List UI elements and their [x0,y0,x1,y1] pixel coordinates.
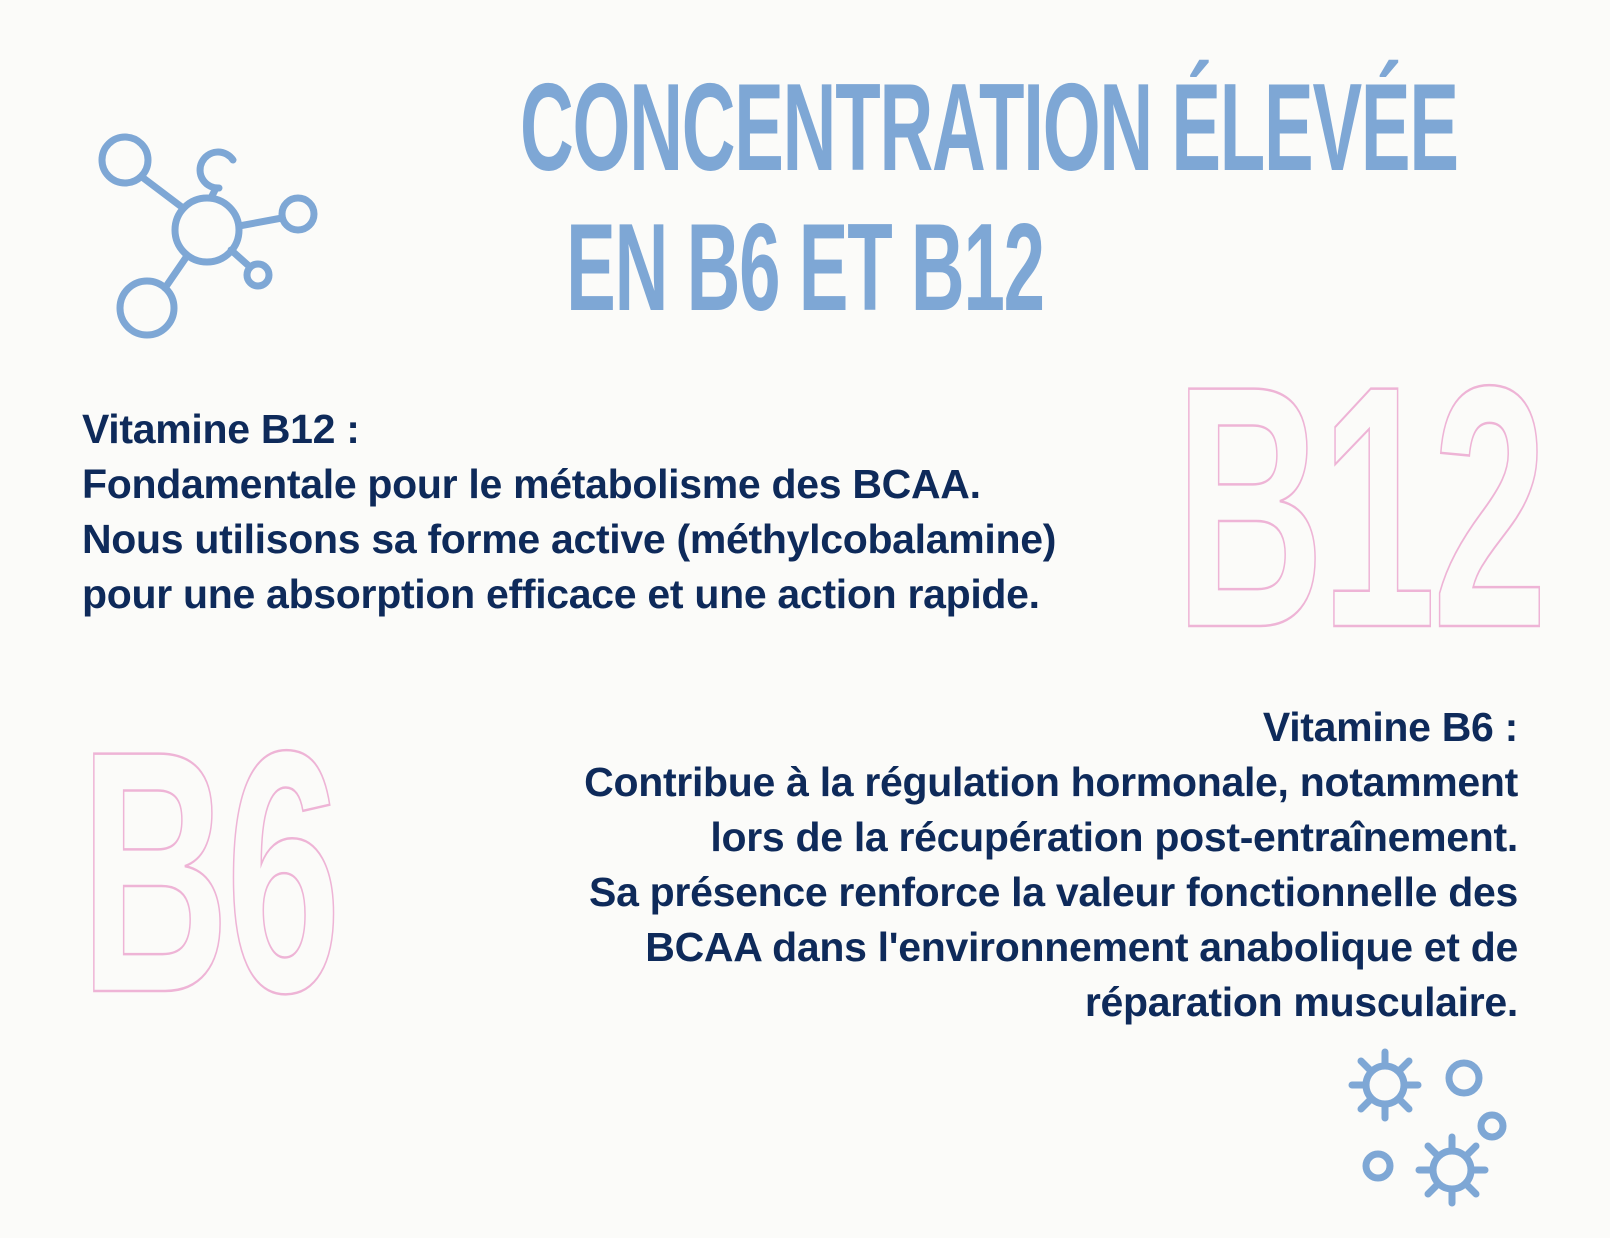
b12-heading: Vitamine B12 : [82,406,360,452]
b12-line: pour une absorption efficace et une action rapide. [82,571,1040,617]
b6-line: lors de la récupération post-entraînement. [710,814,1518,860]
germs-icon [1340,1040,1510,1215]
b12-section [82,402,1192,622]
b6-line: réparation musculaire. [1084,979,1518,1025]
page-title [520,58,1458,338]
b12-outline-label: B12 [1175,315,1544,700]
b6-outline-label: B6 [80,680,338,1065]
title-line-2: EN B6 ET B12 [566,199,1044,337]
b6-line: Sa présence renforce la valeur fonctionnelle des [589,869,1518,915]
title-line-1: CONCENTRATION ÉLEVÉE [520,59,1458,197]
b12-line: Fondamentale pour le métabolisme des BCAA. [82,461,981,507]
b6-line: Contribue à la régulation hormonale, notamment [584,759,1518,805]
b6-section [440,700,1518,1030]
molecule-icon [95,130,335,345]
b6-heading: Vitamine B6 : [1262,704,1518,750]
b6-line: BCAA dans l'environnement anabolique et de [645,924,1518,970]
b12-line: Nous utilisons sa forme active (méthylcobalamine) [82,516,1057,562]
